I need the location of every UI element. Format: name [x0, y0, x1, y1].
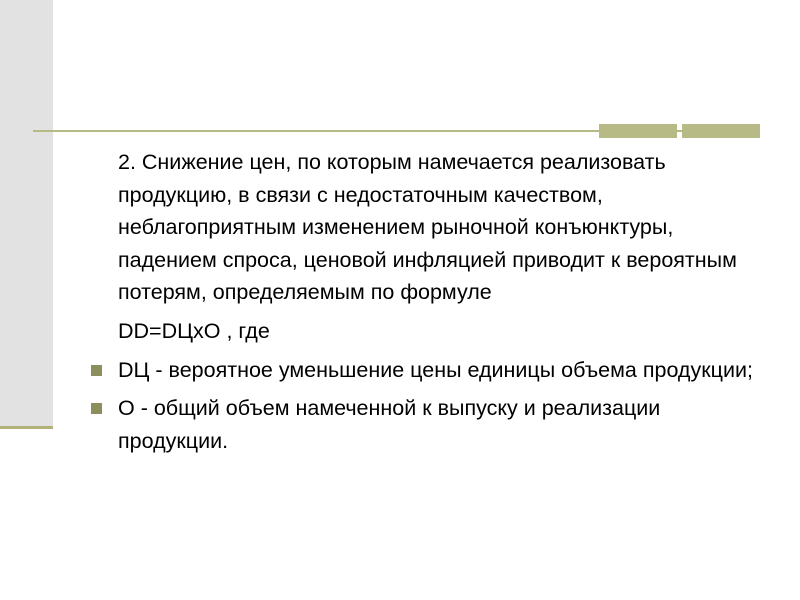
bullet-text: DЦ - вероятное уменьшение цены единицы объема продукции;: [118, 357, 753, 382]
main-paragraph: 2. Снижение цен, по которым намечается реализовать продукцию, в связи с недостаточным качеством, неблагоприятным изменением рыночной конъюнктуры, падением спроса, ценовой инфляцией приводит к вероятным потерям, определяемым по формуле: [118, 150, 737, 305]
divider-accent-block-2: [682, 124, 760, 138]
bullet-text: О - общий объем намеченной к выпуску и реализации продукции.: [118, 396, 661, 453]
square-bullet-icon: [91, 403, 102, 414]
square-bullet-icon: [91, 365, 102, 376]
left-decor-bar-edge: [0, 426, 53, 429]
left-decor-bar: [0, 0, 53, 426]
bullet-item-total-volume: [88, 392, 760, 457]
bullet-item-price-decrease: [88, 354, 760, 387]
slide-body: [88, 146, 760, 457]
formula-line: DD=DЦxO , где: [118, 318, 270, 343]
divider-accent-block-1: [599, 124, 677, 138]
